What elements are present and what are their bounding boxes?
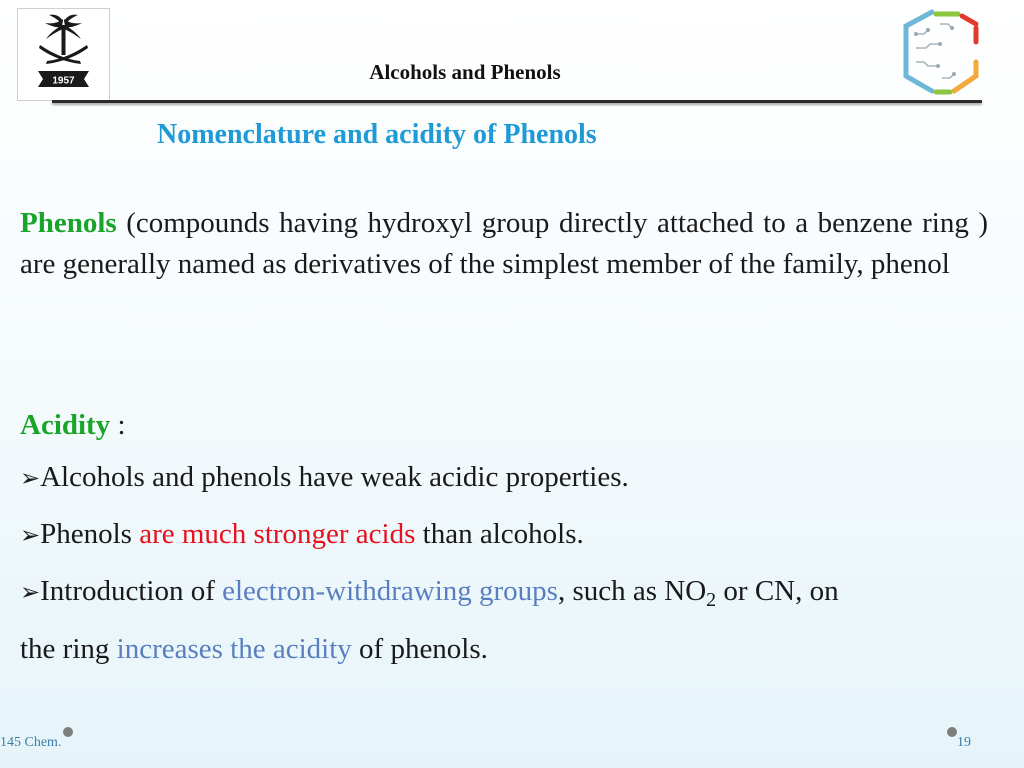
bullet3-line2-pre: the ring xyxy=(20,633,117,665)
header-divider xyxy=(52,100,982,103)
footer-dot-right xyxy=(947,727,957,737)
bullet2-post: than alcohols. xyxy=(415,518,584,550)
bullet-stronger-acids xyxy=(20,518,584,551)
bullet3-continuation xyxy=(20,633,488,666)
intro-text: (compounds having hydroxyl group directly attached to a benzene ring ) are generally named as derivatives of the simplest member of the family, phenol xyxy=(20,207,988,280)
arrow-bullet-icon: ➢ xyxy=(20,464,41,492)
logo-year: 1957 xyxy=(52,75,75,87)
section-title: Nomenclature and acidity of Phenols xyxy=(157,119,597,150)
footer-dot-left xyxy=(63,727,73,737)
intro-term: Phenols xyxy=(20,207,117,239)
bullet2-pre: Phenols xyxy=(40,518,140,550)
bullet3-post: or CN, on xyxy=(716,575,839,607)
bullet3-highlight2: increases the acidity xyxy=(116,633,352,665)
arrow-bullet-icon: ➢ xyxy=(20,521,41,549)
palm-swords-emblem-icon xyxy=(18,9,109,100)
bullet-electron-withdrawing xyxy=(20,575,988,611)
bullet2-highlight: are much stronger acids xyxy=(139,518,416,550)
bullet3-line2-post: of phenols. xyxy=(351,633,488,665)
bullet3-pre: Introduction of xyxy=(40,575,223,607)
bullet3-highlight1: electron-withdrawing groups xyxy=(222,575,558,607)
slide-number: 19 xyxy=(957,735,971,750)
bullet-weak-acidic xyxy=(20,461,629,494)
university-logo xyxy=(17,8,110,101)
department-logo xyxy=(892,4,984,99)
intro-paragraph xyxy=(20,203,988,285)
bullet3-subscript: 2 xyxy=(706,589,717,611)
arrow-bullet-icon: ➢ xyxy=(20,578,41,606)
acidity-heading-label: Acidity xyxy=(20,409,111,441)
footer-course: 145 Chem. xyxy=(0,735,62,750)
circuit-c-logo-icon xyxy=(892,4,984,99)
header-title: Alcohols and Phenols xyxy=(369,60,561,84)
bullet1-text: Alcohols and phenols have weak acidic properties. xyxy=(40,461,629,493)
bullet3-mid: , such as NO xyxy=(557,575,707,607)
acidity-heading xyxy=(20,409,126,442)
acidity-heading-colon: : xyxy=(110,409,126,441)
